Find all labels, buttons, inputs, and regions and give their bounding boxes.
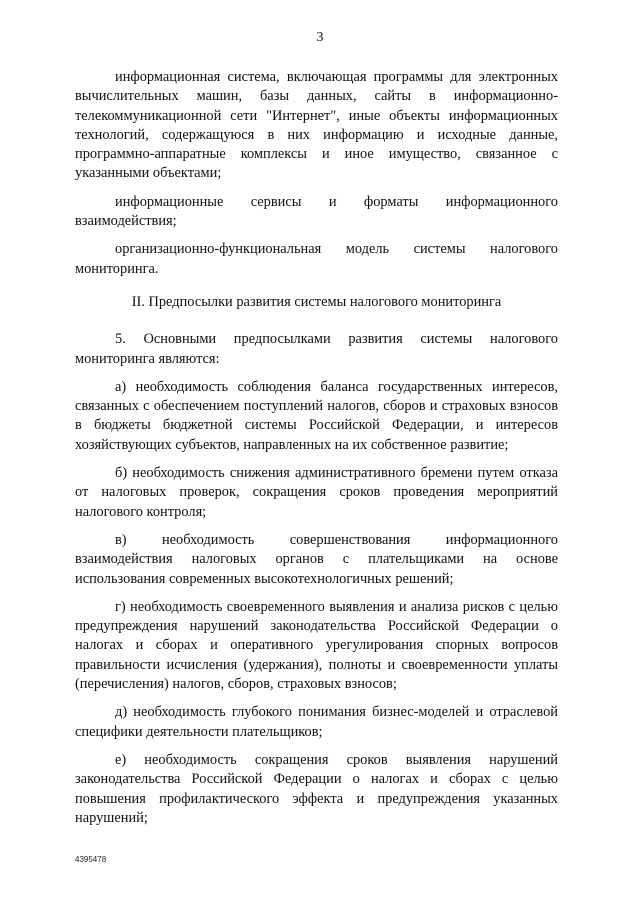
paragraph-item-g: г) необходимость своевременного выявления и анализа рисков с целью предупреждения нарушений законодательства Российской Федерации о налогах и сборах и оперативного урегулирования спорных вопросов правильности исчисления (удержания), полноты и своевременности уплаты (перечисления) налогов, сборов, страховых взносов; <box>75 598 558 693</box>
section-heading: II. Предпосылки развития системы налогового мониторинга <box>131 293 502 310</box>
paragraph-item-d: д) необходимость глубокого понимания бизнес-моделей и отраслевой специфики деятельности плательщиков; <box>75 704 558 740</box>
document-body <box>75 68 558 828</box>
paragraph-item-5: 5. Основными предпосылками развития системы налогового мониторинга являются: <box>75 331 558 367</box>
paragraph-item-b: б) необходимость снижения административного бремени путем отказа от налоговых проверок, сокращения сроков проведения мероприятий налогового контроля; <box>75 465 558 520</box>
paragraph-item-v: в) необходимость совершенствования информационного взаимодействия налоговых органов с плательщиками на основе использования современных высокотехнологичных решений; <box>75 531 558 587</box>
paragraph-information-system: информационная система, включающая программы для электронных вычислительных машин, базы данных, сайты в информационно-телекоммуникационной сети "Интернет", иные объекты информационных технологий, содержащуюся в них информацию и исходные данные, программно-аппаратные комплексы и иное имущество, связанное с указанными объектами; <box>75 69 558 182</box>
page-number: 3 <box>316 30 324 45</box>
paragraph-organizational-model: организационно-функциональная модель системы налогового мониторинга. <box>75 241 558 277</box>
document-code: 4395478 <box>75 855 107 864</box>
paragraph-item-a: а) необходимость соблюдения баланса государственных интересов, связанных с обеспечением поступлений налогов, сборов и страховых взносов в бюджеты бюджетной системы Российской Федерации, и интересов хозяйствующих субъектов, направленных на их собственное развитие; <box>75 378 558 453</box>
paragraph-item-e: е) необходимость сокращения сроков выявления нарушений законодательства Российской Федерации о налогах и сборах с целью повышения профилактического эффекта и предупреждения указанных нарушений; <box>75 751 558 826</box>
paragraph-information-services: информационные сервисы и форматы информационного взаимодействия; <box>75 193 558 230</box>
